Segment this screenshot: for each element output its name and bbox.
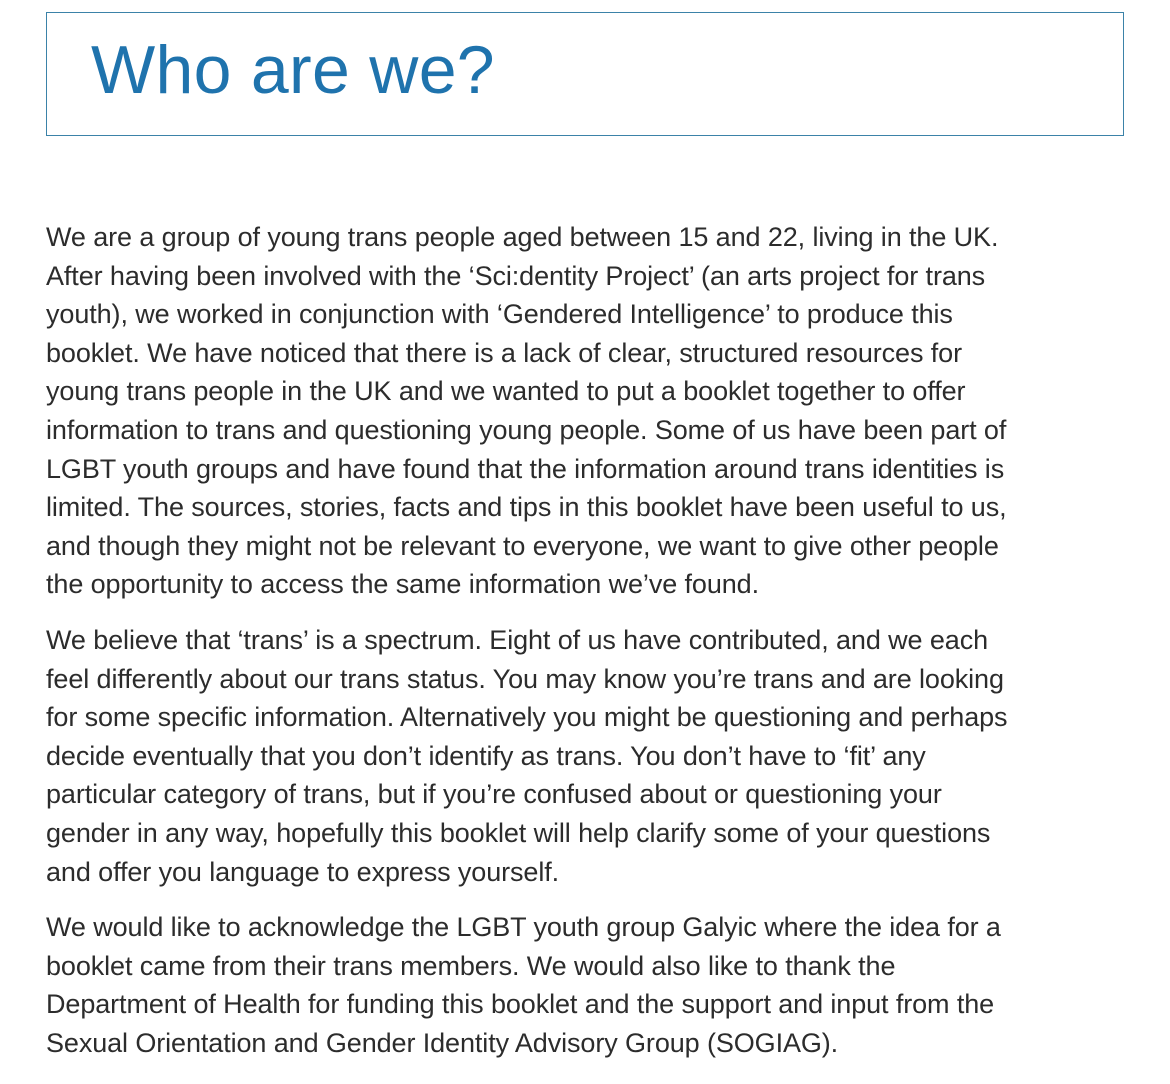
text-line: We are a group of young trans people aged between 15 and 22, living in the UK. — [46, 222, 999, 252]
paragraph-spectrum — [46, 621, 1126, 891]
text-line: We believe that ‘trans’ is a spectrum. Eight of us have contributed, and we each — [46, 624, 989, 655]
text-line: particular category of trans, but if you’re confused about or questioning your — [46, 779, 942, 810]
text-line: for some specific information. Alternatively you might be questioning and perhaps — [46, 702, 1008, 733]
text-line: booklet. We have noticed that there is a lack of clear, structured resources for — [46, 337, 962, 368]
paragraph-acknowledgements — [46, 908, 1126, 1062]
text-line: booklet came from their trans members. We would also like to thank the — [46, 950, 896, 981]
text-line: Department of Health for funding this booklet and the support and input from the — [46, 989, 995, 1020]
text-line: Sexual Orientation and Gender Identity Advisory Group (SOGIAG). — [46, 1027, 839, 1058]
text-line: decide eventually that you don’t identify as trans. You don’t have to ‘fit’ any — [46, 740, 926, 771]
text-line: LGBT youth groups and have found that the information around trans identities is — [46, 453, 1005, 484]
body-content — [46, 218, 1126, 1079]
paragraph-intro — [46, 218, 1126, 604]
text-line: and offer you language to express yourself. — [46, 856, 560, 887]
page-title: Who are we? — [91, 32, 495, 108]
text-line: and though they might not be relevant to everyone, we want to give other people — [46, 530, 999, 561]
text-line: gender in any way, hopefully this booklet will help clarify some of your questions — [46, 817, 991, 848]
text-line: youth), we worked in conjunction with ‘Gendered Intelligence’ to produce this — [46, 299, 953, 330]
text-line: the opportunity to access the same information we’ve found. — [46, 569, 760, 600]
text-line: young trans people in the UK and we wanted to put a booklet together to offer — [46, 376, 966, 407]
text-line: After having been involved with the ‘Sci:dentity Project’ (an arts project for trans — [46, 260, 986, 291]
text-line: We would like to acknowledge the LGBT youth group Galyic where the idea for a — [46, 912, 1001, 943]
text-line: information to trans and questioning young people. Some of us have been part of — [46, 414, 1007, 445]
title-box — [46, 12, 1124, 136]
text-line: limited. The sources, stories, facts and tips in this booklet have been useful to us, — [46, 492, 1007, 523]
text-line: feel differently about our trans status. You may know you’re trans and are looking — [46, 663, 1004, 694]
